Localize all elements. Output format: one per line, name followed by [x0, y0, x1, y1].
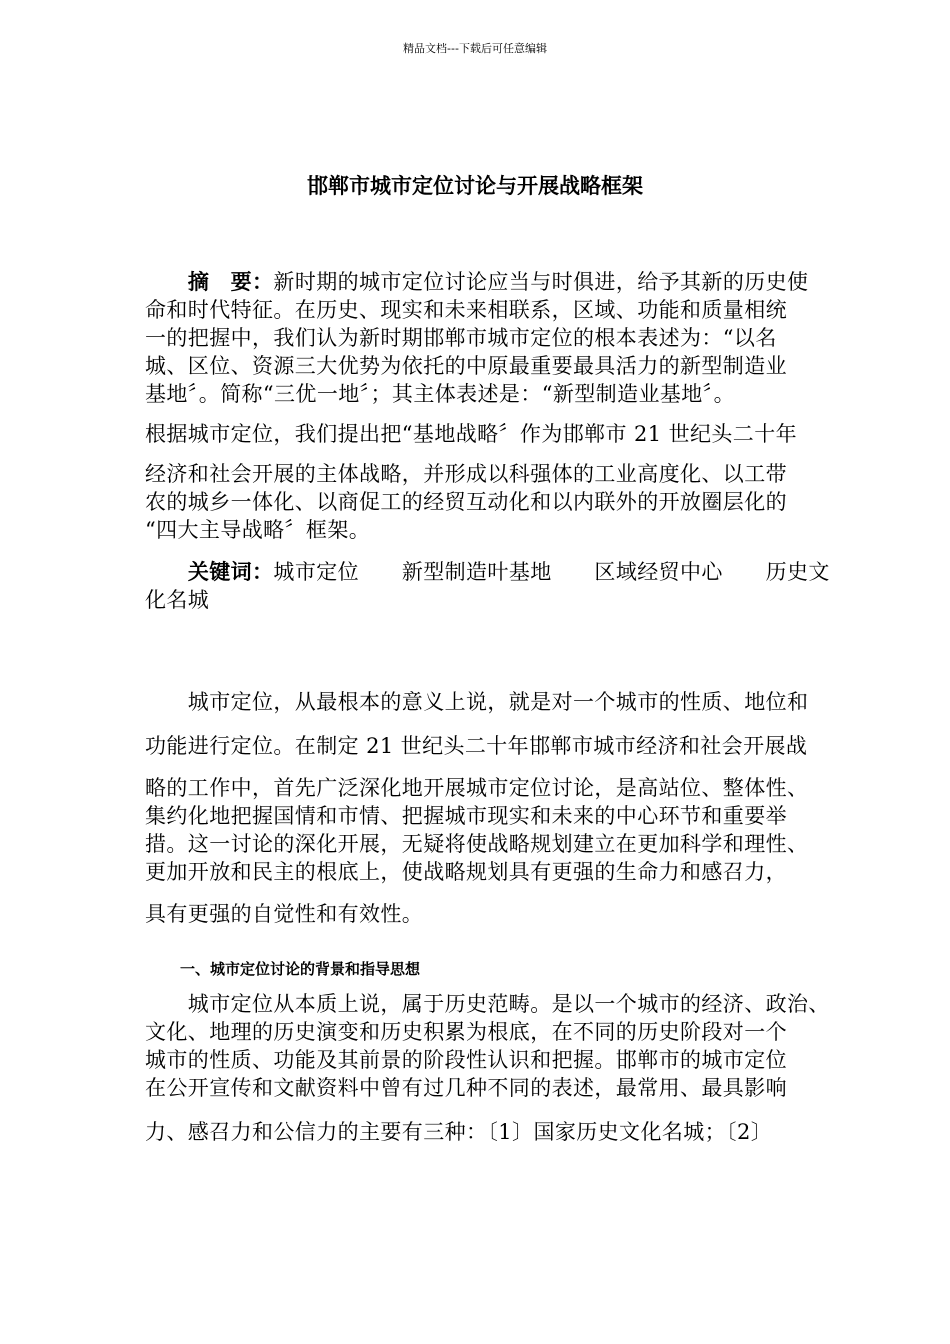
- intro-line: 更加开放和民主的根底上，使战略规划具有更强的生命力和感召力，: [145, 860, 787, 884]
- abstract-line: 基地〞。简称“三优一地〞；其主体表述是：“新型制造业基地〞。: [145, 382, 735, 406]
- abstract-paragraph: [145, 268, 870, 544]
- abstract-label: 摘 要：: [187, 270, 274, 294]
- section-line: 文化、地理的历史演变和历史积累为根底，在不同的历史阶段对一个: [145, 1020, 787, 1044]
- intro-line: 措。这一讨论的深化开展，无疑将使战略规划建立在更加科学和理性、: [145, 832, 809, 856]
- keywords-text: 城市定位 新型制造叶基地 区域经贸中心 历史文: [273, 560, 830, 584]
- keywords-paragraph: [145, 558, 870, 614]
- page-header: 精品文档---下载后可任意编辑: [403, 42, 547, 55]
- abstract-line: 经济和社会开展的主体战略，并形成以科强体的工业高度化、以工带: [145, 462, 787, 486]
- intro-line: 集约化地把握国情和市情、把握城市现实和未来的中心环节和重要举: [145, 804, 787, 828]
- section-line: 在公开宣传和文献资料中曾有过几种不同的表述，最常用、最具影响: [145, 1076, 787, 1100]
- intro-line: 略的工作中，首先广泛深化地开展城市定位讨论，是高站位、整体性、: [145, 776, 809, 800]
- abstract-line: 农的城乡一体化、以商促工的经贸互动化和以内联外的开放圈层化的: [145, 490, 787, 514]
- abstract-line: 命和时代特征。在历史、现实和未来相联系，区域、功能和质量相统: [145, 298, 787, 322]
- section-paragraph: [145, 990, 870, 1146]
- abstract-line: 城、区位、资源三大优势为依托的中原最重要最具活力的新型制造业: [145, 354, 787, 378]
- intro-line: 功能进行定位。在制定 21 世纪头二十年邯郸市城市经济和社会开展战: [145, 734, 808, 758]
- section-line: 城市定位从本质上说，属于历史范畴。是以一个城市的经济、政治、: [145, 992, 830, 1016]
- abstract-line: “四大主导战略〞框架。: [145, 518, 371, 542]
- document-title: 邯郸市城市定位讨论与开展战略框架: [307, 174, 643, 198]
- section-line: 力、感召力和公信力的主要有三种：〔1〕国家历史文化名城；〔2〕: [145, 1120, 773, 1144]
- intro-line: 具有更强的自觉性和有效性。: [145, 902, 424, 926]
- keywords-line: 化名城: [145, 588, 210, 612]
- section-heading: 一、城市定位讨论的背景和指导思想: [180, 960, 421, 978]
- intro-paragraph: [145, 688, 870, 928]
- abstract-line: 根据城市定位，我们提出把“基地战略〞作为邯郸市 21 世纪头二十年: [145, 422, 798, 446]
- keywords-label: 关键词：: [187, 560, 274, 584]
- keywords-first-line: [145, 558, 870, 586]
- section-line: 城市的性质、功能及其前景的阶段性认识和把握。邯郸市的城市定位: [145, 1048, 787, 1072]
- abstract-first-line: [145, 268, 870, 296]
- abstract-line: 一的把握中，我们认为新时期邯郸市城市定位的根本表述为：“以名: [145, 326, 777, 350]
- abstract-text: 新时期的城市定位讨论应当与时俱进，给予其新的历史使: [273, 270, 809, 294]
- intro-line: 城市定位，从最根本的意义上说，就是对一个城市的性质、地位和: [145, 690, 809, 714]
